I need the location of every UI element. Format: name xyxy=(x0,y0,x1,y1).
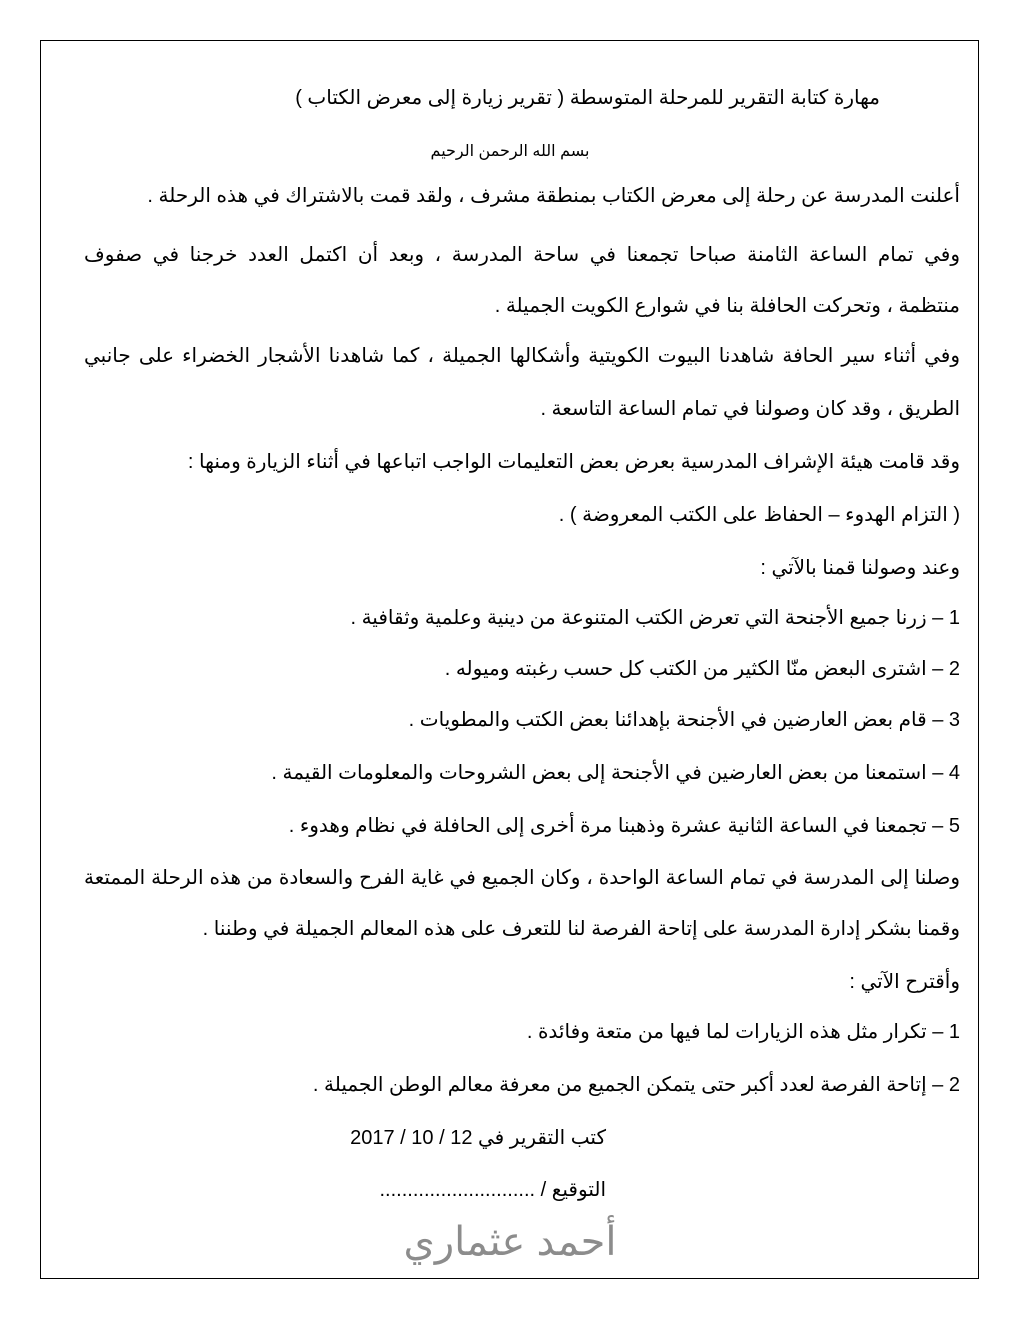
list-item: 2 – اشترى البعض منّا الكثير من الكتب كل حسب رغبته وميوله . xyxy=(444,658,960,680)
list-item: 2 – إتاحة الفرصة لعدد أكبر حتى يتمكن الجميع من معرفة معالم الوطن الجميلة . xyxy=(312,1074,960,1096)
paragraph-line: وقمنا بشكر إدارة المدرسة على إتاحة الفرصة لنا للتعرف على هذه المعالم الجميلة في وطننا . xyxy=(202,918,960,940)
basmala: بسم الله الرحمن الرحيم xyxy=(430,143,590,160)
paragraph-line: وفي تمام الساعة الثامنة صباحا تجمعنا في ساحة المدرسة ، وبعد أن اكتمل العدد خرجنا في صفوف xyxy=(84,244,960,266)
list-item: 4 – استمعنا من بعض العارضين في الأجنحة إلى بعض الشروحات والمعلومات القيمة . xyxy=(271,762,960,784)
paragraph-line: وفي أثناء سير الحافة شاهدنا البيوت الكويتية وأشكالها الجميلة ، كما شاهدنا الأشجار الخضراء على جانبي xyxy=(84,345,960,367)
paragraph-line: منتظمة ، وتحركت الحافلة بنا في شوارع الكويت الجميلة . xyxy=(494,295,960,317)
watermark: أحمد عثماري xyxy=(403,1220,617,1264)
list-item: 1 – تكرار مثل هذه الزيارات لما فيها من متعة وفائدة . xyxy=(526,1021,960,1043)
paragraph-line: وعند وصولنا قمنا بالآتي : xyxy=(760,557,960,579)
paragraph-line: وأقترح الآتي : xyxy=(849,971,960,993)
list-item: 1 – زرنا جميع الأجنحة التي تعرض الكتب المتنوعة من دينية وعلمية وثقافية . xyxy=(350,607,960,629)
paragraph-line: الطريق ، وقد كان وصولنا في تمام الساعة التاسعة . xyxy=(540,398,960,420)
paragraph-line: ( التزام الهدوء – الحفاظ على الكتب المعروضة ) . xyxy=(558,504,960,526)
signature-line: التوقيع / ............................ xyxy=(379,1179,606,1201)
document-title: مهارة كتابة التقرير للمرحلة المتوسطة ( تقرير زيارة إلى معرض الكتاب ) xyxy=(295,87,880,109)
paragraph-line: وقد قامت هيئة الإشراف المدرسية بعرض بعض التعليمات الواجب اتباعها في أثناء الزيارة ومنها : xyxy=(187,451,960,473)
paragraph-line: وصلنا إلى المدرسة في تمام الساعة الواحدة ، وكان الجميع في غاية الفرح والسعادة من هذه الرحلة الممتعة xyxy=(84,867,960,889)
list-item: 5 – تجمعنا في الساعة الثانية عشرة وذهبنا مرة أخرى إلى الحافلة في نظام وهدوء . xyxy=(288,815,960,837)
date-line: كتب التقرير في 12 / 10 / 2017 xyxy=(350,1127,606,1149)
paragraph-line: أعلنت المدرسة عن رحلة إلى معرض الكتاب بمنطقة مشرف ، ولقد قمت بالاشتراك في هذه الرحلة . xyxy=(147,185,960,207)
list-item: 3 – قام بعض العارضين في الأجنحة بإهدائنا بعض الكتب والمطويات . xyxy=(408,709,960,731)
